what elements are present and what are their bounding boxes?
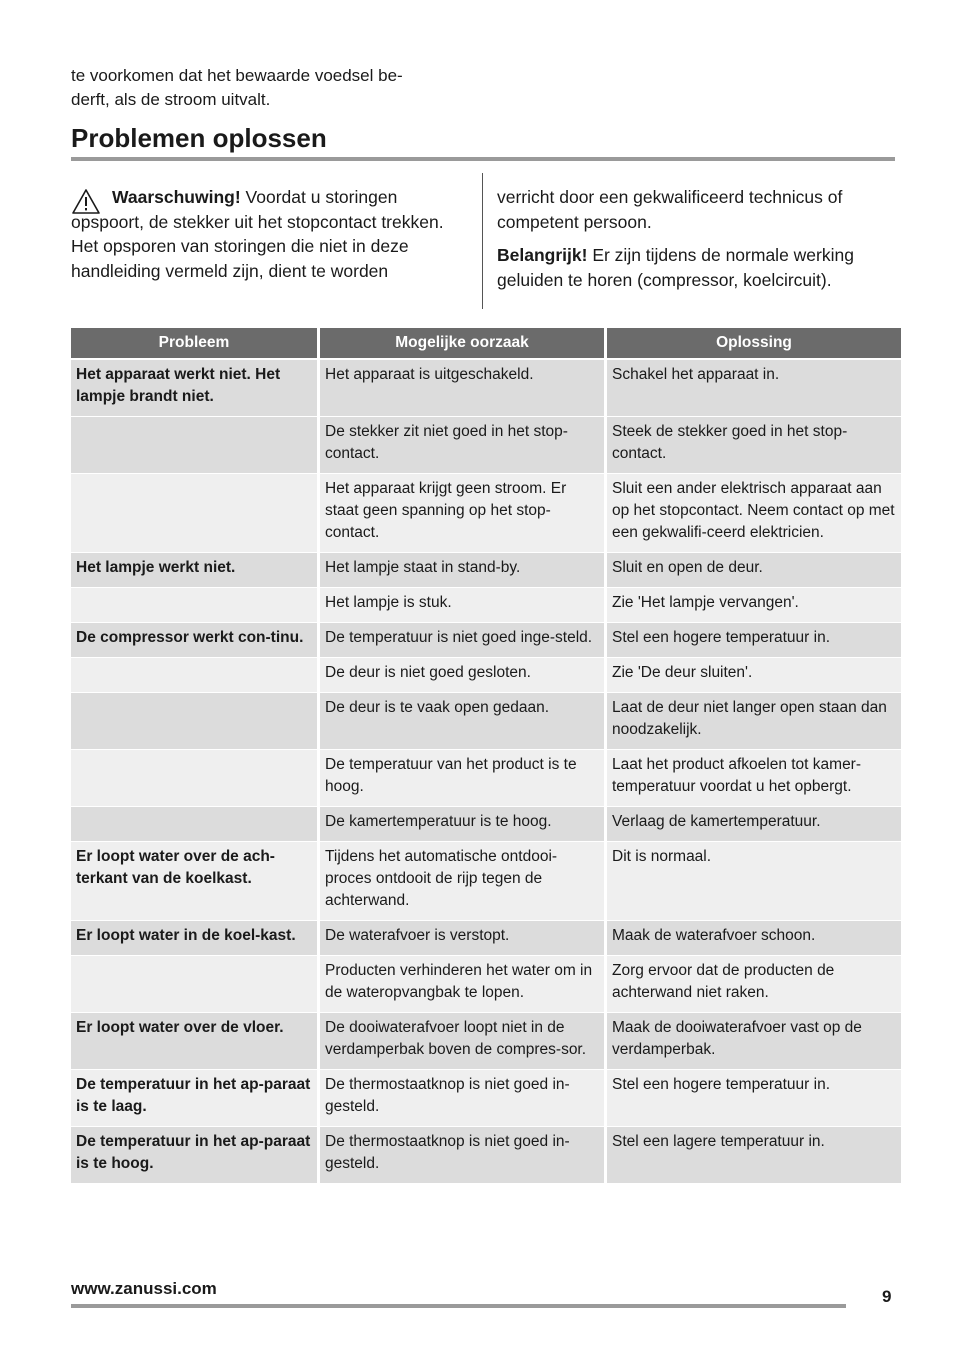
warning-column	[71, 185, 466, 283]
important-text	[497, 243, 897, 292]
problem-cell	[71, 587, 317, 622]
cause-cell: Het lampje is stuk.	[320, 587, 604, 622]
solution-cell: Stel een lagere temperatuur in.	[607, 1126, 901, 1183]
header-cause: Mogelijke oorzaak	[320, 328, 604, 359]
solution-cell: Dit is normaal.	[607, 841, 901, 920]
cause-cell: De temperatuur is niet goed inge-steld.	[320, 622, 604, 657]
cause-cell: Producten verhinderen het water om in de wateropvangbak te lopen.	[320, 955, 604, 1012]
cause-cell: De waterafvoer is verstopt.	[320, 920, 604, 955]
warning-text-2: Het opsporen van storingen die niet in deze handleiding vermeld zijn, dient te worden	[71, 236, 409, 281]
table-row	[71, 416, 901, 473]
intro-paragraph	[71, 64, 451, 112]
table-header-row	[71, 328, 901, 359]
problem-cell: De temperatuur in het ap-paraat is te laag.	[71, 1069, 317, 1126]
table-row	[71, 1012, 901, 1069]
right-column	[497, 185, 897, 301]
solution-cell: Maak de dooiwaterafvoer vast op de verdamperbak.	[607, 1012, 901, 1069]
problem-cell: Er loopt water over de ach-terkant van de koelkast.	[71, 841, 317, 920]
table-row	[71, 1069, 901, 1126]
table-row	[71, 473, 901, 552]
solution-cell: Laat het product afkoelen tot kamer-temperatuur voordat u het opbergt.	[607, 749, 901, 806]
table-row	[71, 955, 901, 1012]
solution-cell: Zie 'Het lampje vervangen'.	[607, 587, 901, 622]
table-row	[71, 359, 901, 416]
problem-cell: Er loopt water over de vloer.	[71, 1012, 317, 1069]
problem-cell: Het apparaat werkt niet. Het lampje brandt niet.	[71, 359, 317, 416]
cause-cell: Het lampje staat in stand-by.	[320, 552, 604, 587]
solution-cell: Sluit en open de deur.	[607, 552, 901, 587]
cause-cell: Het apparaat is uitgeschakeld.	[320, 359, 604, 416]
cause-cell: Het apparaat krijgt geen stroom. Er staat geen spanning op het stop-contact.	[320, 473, 604, 552]
cause-cell: De thermostaatknop is niet goed in-gesteld.	[320, 1069, 604, 1126]
solution-cell: Zie 'De deur sluiten'.	[607, 657, 901, 692]
header-problem: Probleem	[71, 328, 317, 359]
cause-cell: Tijdens het automatische ontdooi-proces ontdooit de rijp tegen de achterwand.	[320, 841, 604, 920]
table-row	[71, 749, 901, 806]
intro-line-2: derft, als de stroom uitvalt.	[71, 90, 271, 109]
cause-cell: De temperatuur van het product is te hoog.	[320, 749, 604, 806]
problem-cell: De compressor werkt con-tinu.	[71, 622, 317, 657]
warning-text	[71, 185, 466, 234]
table-row	[71, 587, 901, 622]
table-row	[71, 1126, 901, 1183]
cause-cell: De deur is niet goed gesloten.	[320, 657, 604, 692]
problem-cell	[71, 692, 317, 749]
page-number: 9	[882, 1287, 892, 1306]
title-divider	[71, 157, 895, 161]
important-label: Belangrijk!	[497, 245, 588, 265]
intro-line-1: te voorkomen dat het bewaarde voedsel be-	[71, 66, 403, 85]
footer-divider	[71, 1304, 846, 1308]
problem-cell: Het lampje werkt niet.	[71, 552, 317, 587]
solution-cell: Maak de waterafvoer schoon.	[607, 920, 901, 955]
troubleshooting-table	[68, 328, 904, 1183]
table-row	[71, 657, 901, 692]
warning-label: Waarschuwing!	[112, 187, 241, 207]
problem-cell	[71, 473, 317, 552]
problem-cell: Er loopt water in de koel-kast.	[71, 920, 317, 955]
warning-body: Voordat u storingen opspoort, de stekker uit het stopcontact trekken.	[71, 187, 444, 232]
problem-cell: De temperatuur in het ap-paraat is te hoog.	[71, 1126, 317, 1183]
warning-continued: verricht door een gekwalificeerd technicus of competent persoon.	[497, 187, 843, 232]
solution-cell: Verlaag de kamertemperatuur.	[607, 806, 901, 841]
table-row	[71, 692, 901, 749]
problem-cell	[71, 749, 317, 806]
solution-cell: Sluit een ander elektrisch apparaat aan op het stopcontact. Neem contact op met een gekwalifi-ceerd elektricien.	[607, 473, 901, 552]
problem-cell	[71, 657, 317, 692]
table-row	[71, 806, 901, 841]
solution-cell: Stel een hogere temperatuur in.	[607, 622, 901, 657]
solution-cell: Schakel het apparaat in.	[607, 359, 901, 416]
header-solution: Oplossing	[607, 328, 901, 359]
important-body: Er zijn tijdens de normale werking geluiden te horen (compressor, koelcircuit).	[497, 245, 854, 290]
problem-cell	[71, 806, 317, 841]
problem-cell	[71, 955, 317, 1012]
column-divider	[482, 173, 483, 309]
cause-cell: De deur is te vaak open gedaan.	[320, 692, 604, 749]
section-title: Problemen oplossen	[71, 123, 327, 153]
problem-cell	[71, 416, 317, 473]
solution-cell: Steek de stekker goed in het stop-contact.	[607, 416, 901, 473]
solution-cell: Laat de deur niet langer open staan dan noodzakelijk.	[607, 692, 901, 749]
table-row	[71, 552, 901, 587]
cause-cell: De kamertemperatuur is te hoog.	[320, 806, 604, 841]
table-row	[71, 920, 901, 955]
solution-cell: Stel een hogere temperatuur in.	[607, 1069, 901, 1126]
cause-cell: De stekker zit niet goed in het stop-contact.	[320, 416, 604, 473]
cause-cell: De dooiwaterafvoer loopt niet in de verdamperbak boven de compres-sor.	[320, 1012, 604, 1069]
footer-url: www.zanussi.com	[71, 1279, 217, 1298]
cause-cell: De thermostaatknop is niet goed in-gesteld.	[320, 1126, 604, 1183]
solution-cell: Zorg ervoor dat de producten de achterwand niet raken.	[607, 955, 901, 1012]
table-row	[71, 622, 901, 657]
table-row	[71, 841, 901, 920]
